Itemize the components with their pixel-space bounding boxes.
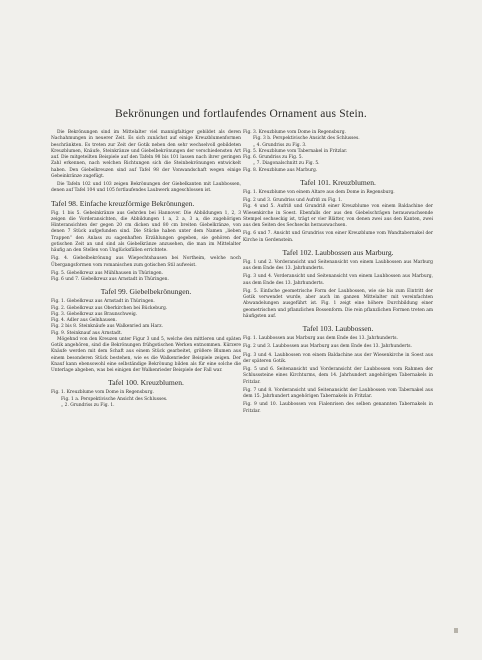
intro-paragraph: Die Tafeln 102 und 103 zeigen Bekrönungen der Giebelkanten mit Laubbossen, denen auf Tafel 104 und 105 fortlaufendes Laubwerk angeschlossen ist. <box>51 182 241 194</box>
plate-103-item: Fig. 2 und 3. Laubbossen aus Marburg aus dem Ende des 13. Jahrhunderts. <box>243 344 412 350</box>
plate-103-item: Fig. 9 und 10. Laubbossen von Fialenrisen des selben genannten Tabernakels in Fritzlar. <box>243 402 433 414</box>
plate-98-item: Fig. 4. Giebelbekrönung aus Wiepechtshausen bei Northeim, welche noch Übergangsformen vom romanischen zum gotischen Stil aufweist. <box>51 256 241 268</box>
intro-paragraph: Die Bekrönungen sind im Mittelalter viel mannigfaltiger gebildet als deren Nachahmungen in neuerer Zeit. Es sich zunächst auf einige Kreuzblumenformen beschränkten. Es treten zur Zeit der Gotik neben den sehr wechselvoll gebildeten Kreuzblumen, Knäufe, Steinkränze und Giebelbekrönungen der verschiedensten Art auf. Die mitgeteilten Beispiele auf den Tafeln 98 bis 101 lassen nach ihrer geringen Zahl erkennen, nach welchen Richtungen sich die Steinbekrönungen entwickelt haben. Den Giebelkreuzen sind auf Tafel 98 der Vonwandschaft wegen einige Gebeinkränze zugefügt. <box>51 130 241 179</box>
plate-100-continued-item: Fig. 3. Kreuzblume vom Dome in Regensburg. <box>243 130 346 135</box>
plate-101-heading: Tafel 101. Kreuzblumen. <box>300 177 376 187</box>
plate-100-continued-item: Fig. 8. Kreuzblume aus Marburg. <box>243 167 318 173</box>
plate-102-item: Fig. 3 und 4. Vorderansicht und Seitenansicht von einem Laubbossen aus Marburg, aus dem Ende des 13. Jahrhunderts. <box>243 274 433 286</box>
plate-99-item: Fig. 1. Giebelkreuz aus Arnstadt in Thüringen. <box>51 299 155 305</box>
page-title: Bekrönungen und fortlaufendes Ornament aus Stein. <box>115 108 367 120</box>
plate-100-item: Fig. 1 a. Perspektivische Ansicht des Schlusses. <box>61 396 168 402</box>
plate-102-heading: Tafel 102. Laubbossen aus Marburg. <box>282 247 394 257</box>
plate-99-item: Fig. 4. Adler aus Gelnhausen. <box>51 318 117 323</box>
plate-98-item: Fig. 5. Giebelkreuz aus Mühlhausen in Thüringen. <box>51 270 164 276</box>
plate-101-item: Fig. 6 und 7. Ansicht und Grundriss von einer Kreuzblume vom Wandtabernakel der Kirche in Gerdenstein. <box>243 231 433 243</box>
plate-100-continued-item: Fig. 3 b. Perspektivische Ansicht des Schlusses. <box>253 136 360 142</box>
plate-103-item: Fig. 1. Laubbossen aus Marburg aus dem Ende des 13. Jahrhunderts. <box>243 336 398 341</box>
left-column <box>51 130 241 409</box>
plate-102-item: Fig. 5. Einfache geometrische Form der Laubbossen, wie sie bis zum Eintritt der Gotik verwendet wurde, aber auch im ganzen Mittelalter mit vereinfachten Abwandelungen ausgeführt ist. Fig. 1 zeigt eine höhere Durchbildung einer geometrischen und pflanzlichen Bossenform. Die rein pflanzlichen Formen treten am häufigsten auf. <box>243 288 433 319</box>
plate-100-item: „ 2. Grundriss zu Fig. 1. <box>61 402 115 408</box>
plate-100-item: Fig. 1. Kreuzblume vom Dome in Regensburg. <box>51 390 154 396</box>
plate-99-body: Mögehnd von den Kreuzen unter Figur 3 und 5, welche den mittleren und späten Gotik angehören, sind die Bekrönungen frühgotischen Werken entnommen. Kürzere Knäufe werden mit dem Schaft aus einem Stück gearbeitet, größere Blumen aus einem besonderen Stück bestehen, wie es die Walkenrieder Beispiele zeigen. Der Knauf kann ebensowohl eine selbständige Bekrönung bilden als für eine solche die Unterlage abgeben, was bei einigen der Walkenrieder Beispiele der Fall war. <box>51 336 241 373</box>
plate-102-item: Fig. 1 und 2. Vorderansicht und Seitenansicht von einem Laubbossen aus Marburg aus dem Ende des 13. Jahrhunderts. <box>243 259 433 271</box>
plate-100-continued-item: Fig. 5. Kreuzblume vom Tabernakel in Fritzlar. <box>243 148 348 154</box>
plate-101-item: Fig. 4 und 5. Aufriß und Grundriß einer Kreuzblume von einem Baldachine der Wiesenkirche in Soest. Ebenfalls der aus den Giebelschrägen herauswachsende Stempel sechseckig ist, trägt er vier Blätter, von denen zwei aus den Kanten, zwei aus den Seiten des Sechsecks herauswachsen. <box>243 204 433 228</box>
plate-99-heading: Tafel 99. Giebelbekrönungen. <box>100 287 192 297</box>
plate-99-item: Fig. 9. Steinknauf aus Arnstadt. <box>51 330 122 336</box>
plate-100-continued-item: „ 7. Diagonalschnitt zu Fig. 5. <box>253 161 320 167</box>
plate-99-item: Fig. 2 bis 8. Steinknäufe aus Walkenried am Harz. <box>51 324 163 330</box>
right-column <box>243 130 433 417</box>
plate-98-heading: Tafel 98. Einfache kreuzförmige Bekrönungen. <box>51 198 195 208</box>
plate-101-item: Fig. 2 und 3. Grundriss und Aufriß zu Fig. 1. <box>243 198 343 203</box>
plate-100-continued-item: „ 4. Grundriss zu Fig. 3. <box>253 142 307 148</box>
plate-99-item: Fig. 2. Giebelkreuz aus Oberkirchen bei Bückeburg. <box>51 305 168 311</box>
page-corner-mark <box>454 628 458 633</box>
plate-103-item: Fig. 5 und 6. Seitenansicht und Vorderansicht der Laubbossen vom Rahmen der Schlusssteine eines Kirchturms, dem 14. Jahrhundert angehörigen Tabernakels in Fritzlar. <box>243 367 433 385</box>
plate-103-item: Fig. 3 und 4. Laubbossen von einem Baldachine aus der Wiesenkirche in Soest aus der späteren Gotik. <box>243 352 433 364</box>
plate-98-body: Fig. 1 bis 5. Gebeinkränze aus Gehrden bei Hannover. Die Abbildungen 1, 2, 3 zeigen die Vorderansichten, die Abbildungen 1 a, 2 a, 3 a, die zugehörigen Hinteransichten der gegen 20 cm dicken und 80 cm breiten Giebelkränze, von denen 7 Stück aufgefunden sind. Die Stücke haben unter dem Namen „lieben Trappen“ den Anlass zu sagenhaften Erzählungen gegeben, sie gehören der gotischen Zeit an und sind als Giebelkränze anzusehen, die man im Mittelalter häufig an den Stellen von Unglücksfällen errichtete. <box>51 210 241 253</box>
plate-98-item: Fig. 6 und 7. Giebelkreuz aus Arnstadt in Thüringen. <box>51 277 169 282</box>
plate-101-item: Fig. 1. Kreuzblume von einem Altare aus dem Dome in Regensburg. <box>243 189 395 195</box>
plate-100-continued-item: Fig. 6. Grundriss zu Fig. 5. <box>243 155 303 160</box>
plate-100-heading: Tafel 100. Kreuzblumen. <box>108 378 184 388</box>
plate-103-heading: Tafel 103. Laubbossen. <box>302 324 374 333</box>
plate-103-item: Fig. 7 und 8. Vorderansicht und Seitenansicht der Laubbossen vom Tabernakel aus dem 15. Jahrhundert angehörigen Tabernakels in Fritzlar. <box>243 387 433 399</box>
plate-99-item: Fig. 3. Giebelkreuz aus Braunschweig. <box>51 311 138 317</box>
